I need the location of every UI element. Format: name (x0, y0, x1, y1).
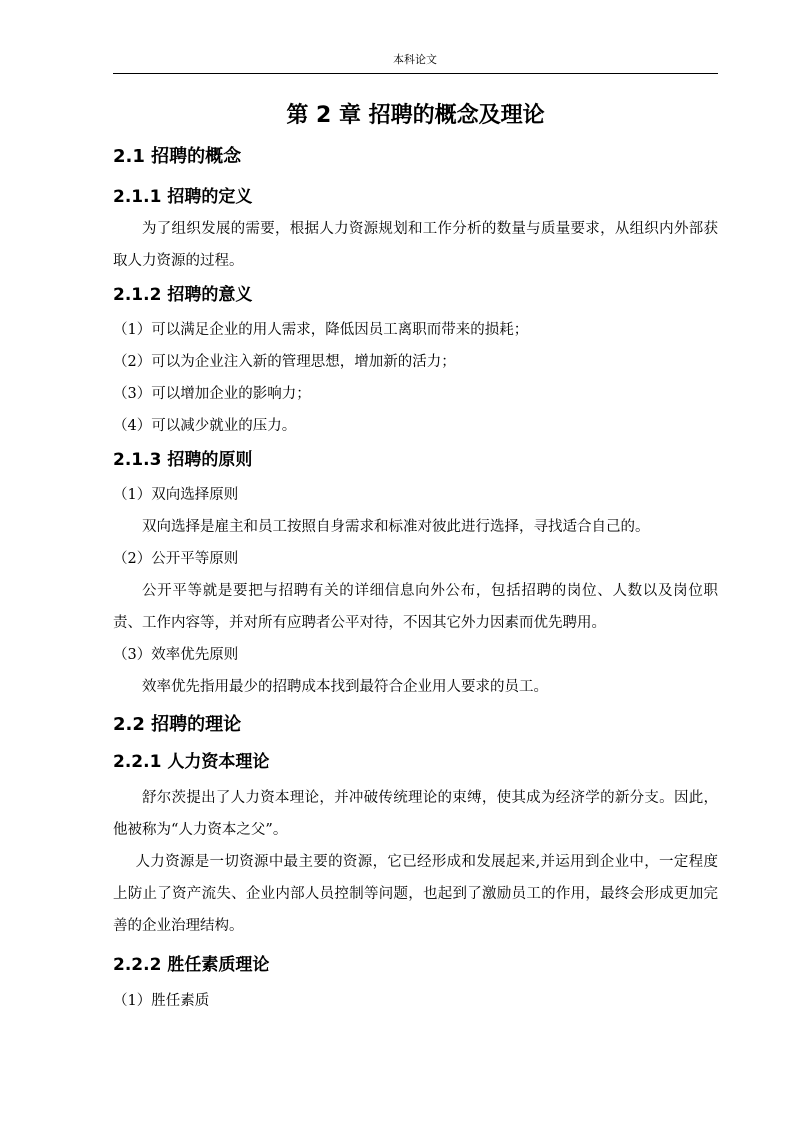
paragraph-human-capital-2: 人力资源是一切资源中最主要的资源，它已经形成和发展起来,并运用到企业中，一定程度上防止了资产流失、企业内部人员控制等问题，也起到了激励员工的作用，最终会形成更加完善的企业治理结构。 (113, 854, 718, 934)
paragraph-human-capital-1: 舒尔茨提出了人力资本理论，并冲破传统理论的束缚，使其成为经济学的新分支。因此，他被称为“人力资本之父”。 (113, 790, 718, 838)
paragraph-definition: 为了组织发展的需要，根据人力资源规划和工作分析的数量与质量要求，从组织内外部获取人力资源的过程。 (113, 221, 718, 269)
subsection-heading-2-1-3: 2.1.3 招聘的原则 (113, 450, 253, 470)
list-item-significance-3: （3）可以增加企业的影响力； (113, 386, 311, 402)
running-header: 本科论文 (393, 53, 437, 66)
section-heading-2-2: 2.2 招聘的理论 (113, 714, 242, 735)
list-item-significance-4: （4）可以减少就业的压力。 (113, 418, 297, 434)
principle-label-3: （3）效率优先原则 (113, 647, 239, 663)
principle-text-1: 双向选择是雇主和员工按照自身需求和标准对彼此进行选择，寻找适合自己的。 (142, 519, 650, 535)
section-heading-2-1: 2.1 招聘的概念 (113, 146, 242, 167)
subsection-heading-2-1-2: 2.1.2 招聘的意义 (113, 285, 253, 305)
list-item-significance-2: （2）可以为企业注入新的管理思想，增加新的活力； (113, 354, 456, 370)
subsection-heading-2-2-2: 2.2.2 胜任素质理论 (113, 955, 270, 975)
principle-text-3: 效率优先指用最少的招聘成本找到最符合企业用人要求的员工。 (142, 679, 548, 695)
page-content (113, 96, 718, 1017)
list-item-significance-1: （1）可以满足企业的用人需求，降低因员工离职而带来的损耗； (113, 322, 529, 338)
subsection-heading-2-1-1: 2.1.1 招聘的定义 (113, 187, 253, 207)
principle-label-1: （1）双向选择原则 (113, 487, 239, 503)
header-divider (113, 73, 718, 74)
chapter-title: 第 2 章 招聘的概念及理论 (286, 103, 545, 128)
principle-label-2: （2）公开平等原则 (113, 551, 239, 567)
principle-text-2: 公开平等就是要把与招聘有关的详细信息向外公布，包括招聘的岗位、人数以及岗位职责、工作内容等，并对所有应聘者公平对待，不因其它外力因素而优先聘用。 (113, 583, 718, 631)
competency-label-1: （1）胜任素质 (113, 993, 210, 1009)
subsection-heading-2-2-1: 2.2.1 人力资本理论 (113, 752, 270, 772)
